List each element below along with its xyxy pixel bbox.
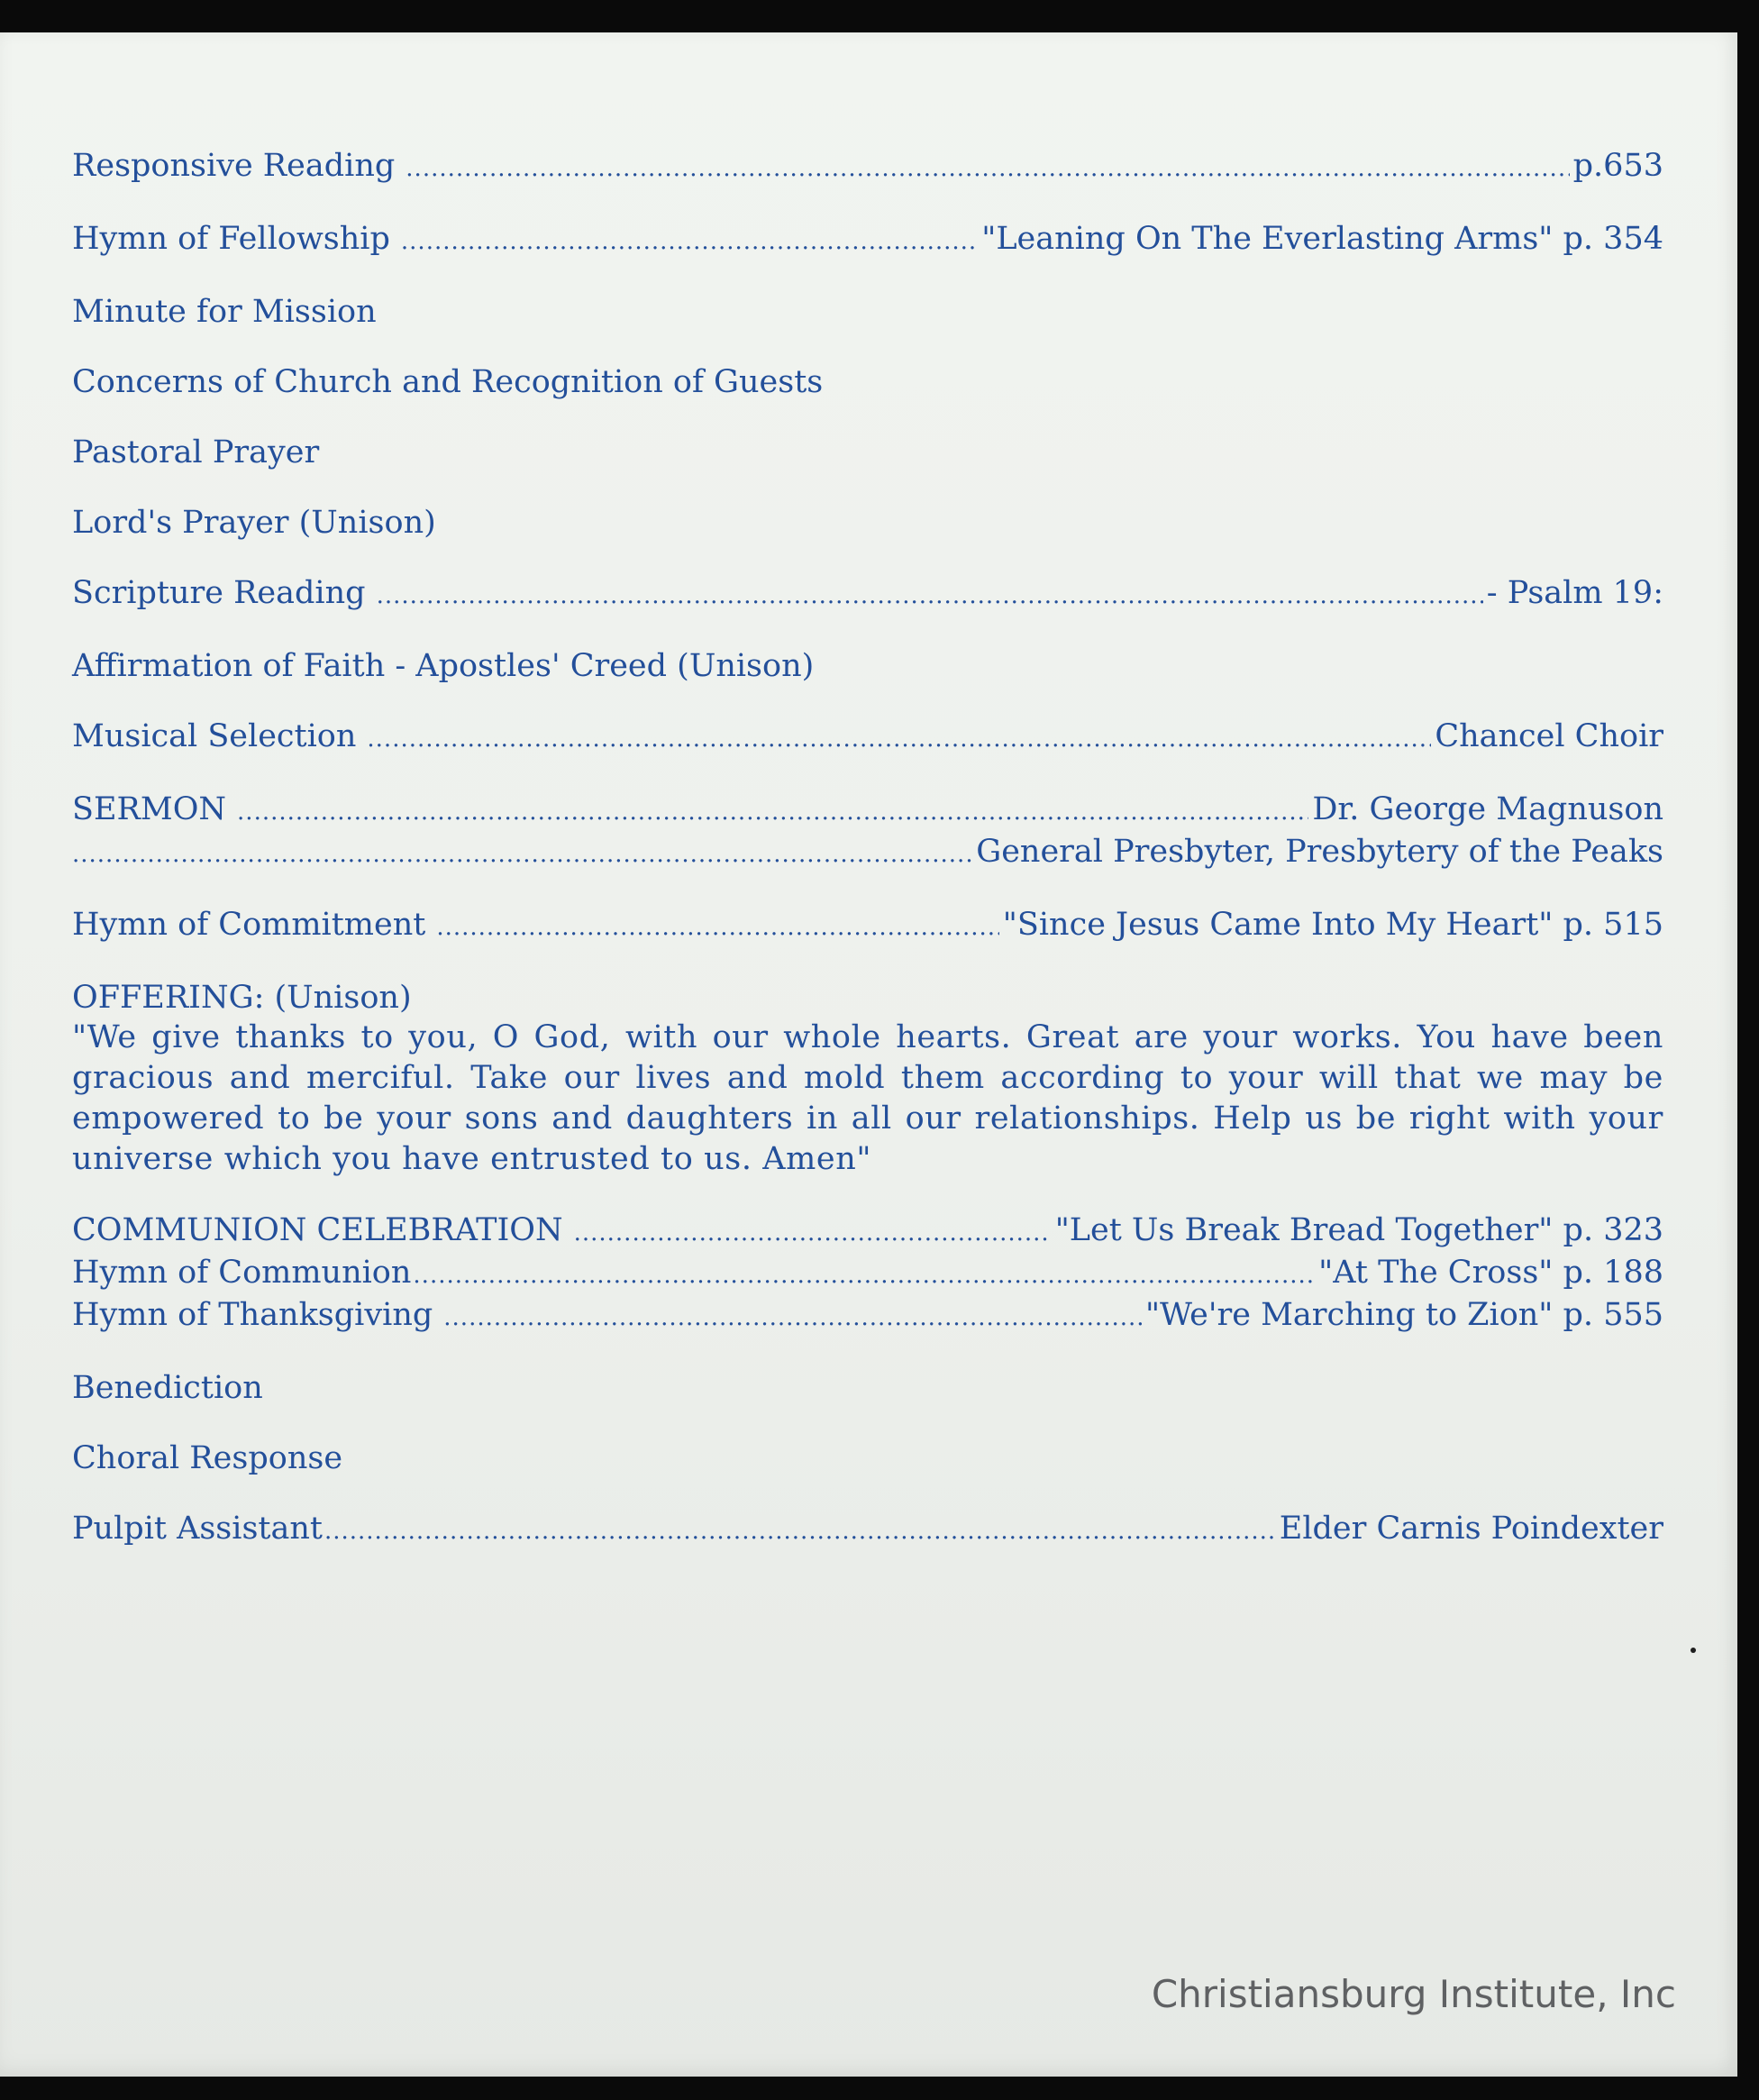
item-label: COMMUNION CELEBRATION: [72, 1212, 563, 1248]
item-value: "Since Jesus Came Into My Heart" p. 515: [1002, 907, 1663, 943]
item-label: SERMON: [72, 791, 227, 827]
dot-leader: [237, 790, 1308, 832]
order-of-worship: [72, 146, 1663, 1551]
item-musical-selection: [72, 717, 1663, 759]
item-choral-response: [72, 1438, 1663, 1478]
dot-leader: [367, 717, 1431, 759]
item-label: Affirmation of Faith - Apostles' Creed (Unison): [72, 648, 815, 684]
item-concerns: [72, 362, 1663, 402]
watermark: Christiansburg Institute, Inc: [1151, 1972, 1676, 2016]
item-label: Responsive Reading: [72, 148, 396, 184]
dot-leader: [72, 832, 972, 874]
item-value: "Let Us Break Bread Together" p. 323: [1054, 1212, 1663, 1248]
program-page: [0, 32, 1737, 2077]
item-responsive-reading: [72, 146, 1663, 188]
item-label: Hymn of Thanksgiving: [72, 1297, 433, 1333]
item-benediction: [72, 1368, 1663, 1408]
item-label: Concerns of Church and Recognition of Guests: [72, 364, 824, 400]
item-label: OFFERING: (Unison): [72, 980, 412, 1016]
item-pulpit-assistant: [72, 1509, 1663, 1551]
item-label: Hymn of Commitment: [72, 907, 426, 943]
item-hymn-of-fellowship: [72, 219, 1663, 261]
dot-leader: [574, 1210, 1052, 1253]
item-label: Musical Selection: [72, 718, 357, 754]
item-label: Scripture Reading: [72, 575, 366, 611]
offering-prayer: "We give thanks to you, O God, with our whole hearts. Great are your works. You have been gracious and merciful. Take our lives and mold them according to your will that we may be empowered to be your sons and daughters in all our relationships. Help us be right with your universe which you have entrusted to us. Amen": [72, 1019, 1663, 1177]
item-label: Hymn of Fellowship: [72, 221, 390, 257]
item-value: "Leaning On The Everlasting Arms" p. 354: [981, 221, 1663, 257]
item-value: p.653: [1572, 148, 1663, 184]
item-hymn-of-commitment: [72, 905, 1663, 947]
item-offering: [72, 978, 1663, 1018]
item-label: Benediction: [72, 1370, 263, 1406]
item-hymn-of-communion: [72, 1253, 1663, 1295]
item-value: General Presbyter, Presbytery of the Peaks: [976, 834, 1663, 870]
item-minute-for-mission: [72, 292, 1663, 332]
item-value: "We're Marching to Zion" p. 555: [1144, 1297, 1663, 1333]
dot-leader: [436, 905, 998, 947]
item-sermon-title: [72, 832, 1663, 874]
dot-leader: [443, 1295, 1142, 1338]
paper-speck: [1691, 1648, 1696, 1653]
item-label: Choral Response: [72, 1440, 343, 1476]
item-value: Elder Carnis Poindexter: [1279, 1511, 1663, 1547]
item-value: Chancel Choir: [1435, 718, 1663, 754]
dot-leader: [324, 1509, 1276, 1551]
dot-leader: [406, 146, 1569, 188]
item-value: "At The Cross" p. 188: [1318, 1255, 1663, 1291]
item-affirmation-of-faith: [72, 646, 1663, 686]
item-value: - Psalm 19:: [1486, 575, 1663, 611]
item-label: Pastoral Prayer: [72, 434, 320, 470]
item-label: Lord's Prayer (Unison): [72, 505, 436, 541]
item-label: Pulpit Assistant: [72, 1511, 323, 1547]
item-lords-prayer: [72, 503, 1663, 543]
dot-leader: [377, 573, 1483, 616]
dot-leader: [413, 1253, 1315, 1295]
item-communion-celebration: [72, 1210, 1663, 1253]
item-scripture-reading: [72, 573, 1663, 616]
item-hymn-of-thanksgiving: [72, 1295, 1663, 1338]
dot-leader: [401, 219, 978, 261]
item-label: Minute for Mission: [72, 294, 377, 330]
item-pastoral-prayer: [72, 433, 1663, 472]
item-label: Hymn of Communion: [72, 1255, 412, 1291]
item-sermon: [72, 790, 1663, 832]
item-value: Dr. George Magnuson: [1312, 791, 1663, 827]
